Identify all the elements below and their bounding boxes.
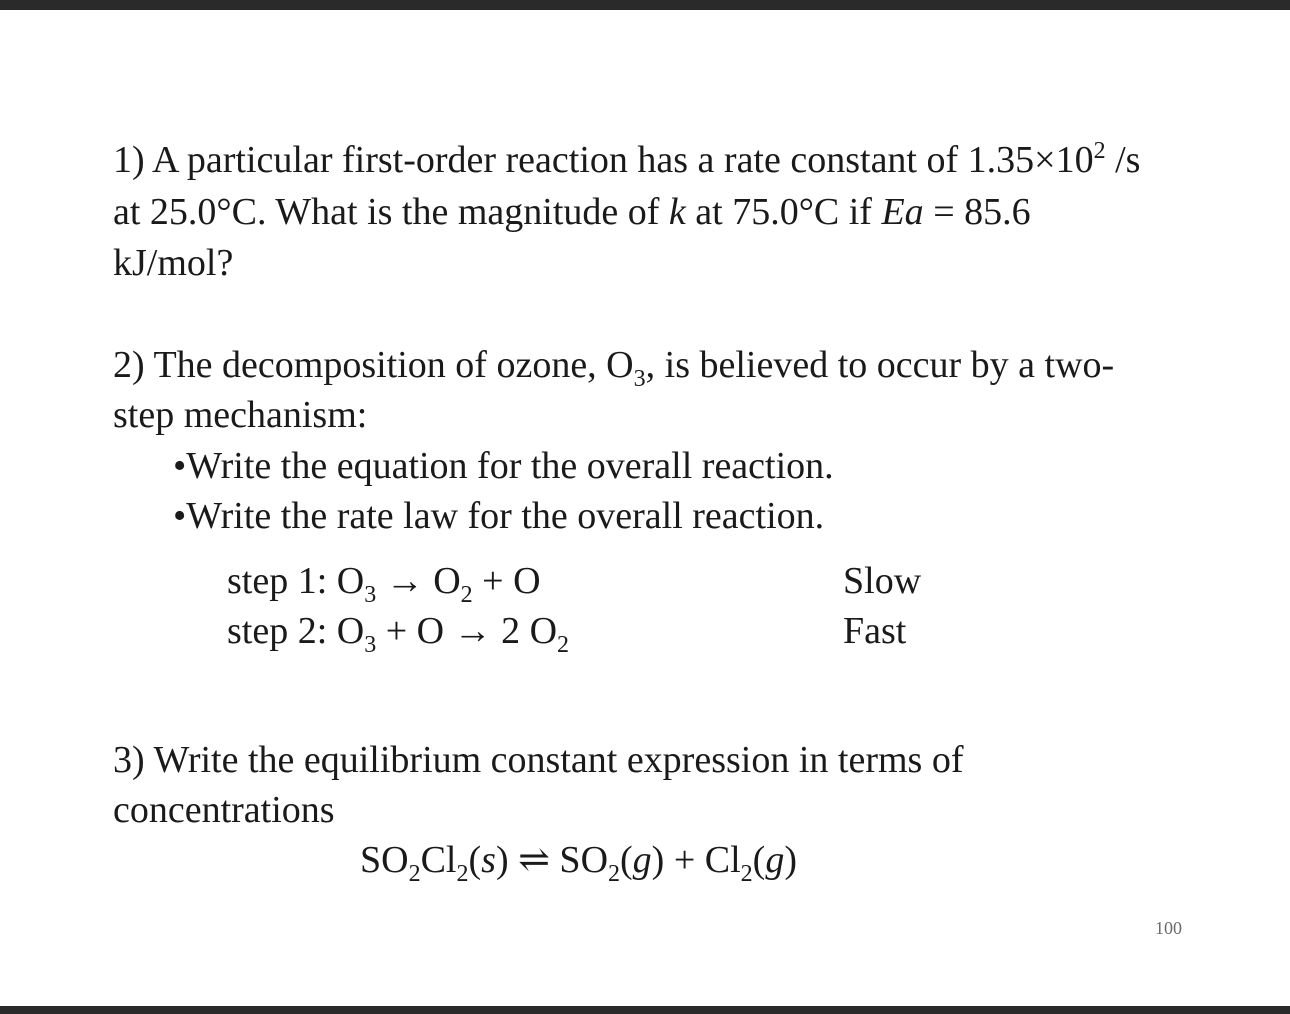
mechanism-step-2-speed: Fast (843, 610, 907, 652)
q1-line-2: at 25.0°C. What is the magnitude of k at 75.0°C if Ea = 85.6 (113, 191, 1031, 233)
q3-line-1: 3) Write the equilibrium constant expression in terms of (113, 739, 964, 781)
q1-line-1: 1) A particular first-order reaction has a rate constant of $1.35\times 10^2$ /s (113, 138, 1141, 181)
bottom-border (0, 1006, 1290, 1014)
q1-line-3: kJ/mol? (113, 242, 234, 284)
top-border (0, 0, 1290, 10)
q2-line-2: step mechanism: (113, 394, 368, 436)
q2-line-1: 2) The decomposition of ozone, $O_3$, is believed to occur by a two- (113, 344, 1115, 392)
q2-bullet-1: •Write the equation for the overall reaction. (173, 445, 834, 487)
page-number: 100 (1155, 918, 1182, 938)
mechanism-step-1: step 1: $O_3 \to O_2 + O$ (227, 560, 541, 608)
q2-bullet-2: •Write the rate law for the overall reaction. (173, 495, 825, 537)
equilibrium-equation: $SO_2Cl_2(s)$ ⇌ $SO_2(g) + Cl_2(g)$ (360, 839, 797, 887)
q3-line-2: concentrations (113, 789, 335, 831)
mechanism-step-2: step 2: $O_3 + O \to 2$ $O_2$ (227, 610, 570, 658)
mechanism-step-1-speed: Slow (843, 560, 922, 602)
